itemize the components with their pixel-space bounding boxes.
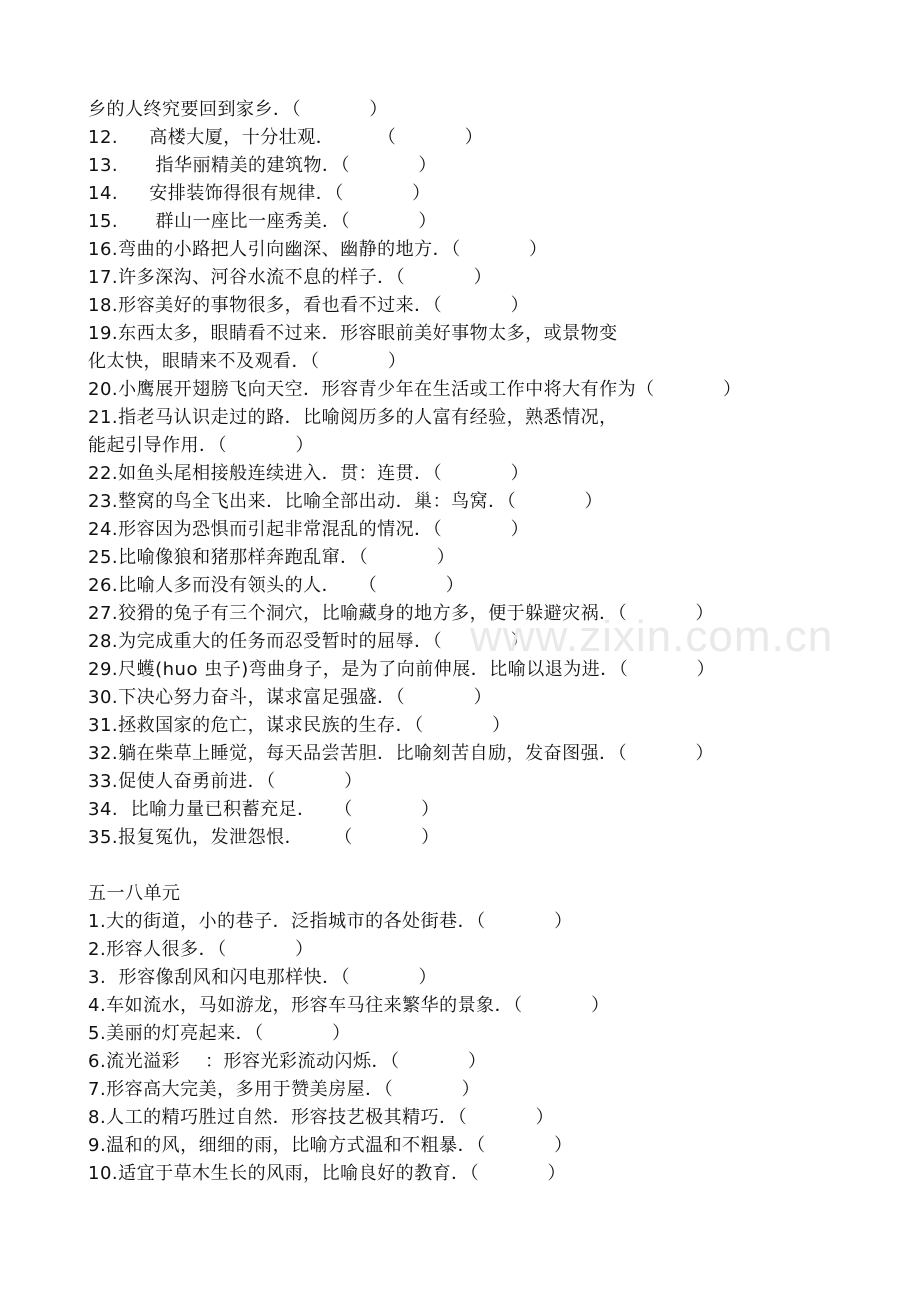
list-item: 8.人工的精巧胜过自然．形容技艺极其精巧．（ ）	[88, 1107, 555, 1128]
list-item: 19.东西太多，眼睛看不过来．形容眼前美好事物太多，或景物变	[88, 323, 618, 344]
list-item: 26.比喻人多而没有领头的人． （ ）	[88, 575, 465, 596]
list-item: 15. 群山一座比一座秀美．（ ）	[88, 211, 437, 232]
list-item: 10.适宜于草木生长的风雨，比喻良好的教育．（ ）	[88, 1163, 567, 1184]
list-item: 5.美丽的灯亮起来．（ ）	[88, 1023, 351, 1044]
section-heading: 五一八单元	[88, 883, 181, 904]
list-item: 32.躺在柴草上睡觉，每天品尝苦胆．比喻刻苦自励，发奋图强．（ ）	[88, 743, 715, 764]
list-item: 3. 形容像刮风和闪电那样快．（ ）	[88, 967, 438, 988]
section-vocabulary-part2	[88, 880, 888, 1188]
watermark: www.zixin.com.cn	[470, 612, 834, 661]
section-spacer	[88, 852, 888, 880]
list-item: 33.促使人奋勇前进．（ ）	[88, 771, 363, 792]
list-item: 22.如鱼头尾相接般连续进入．贯：连贯．（ ）	[88, 463, 530, 484]
list-item: 16.弯曲的小路把人引向幽深、幽静的地方．（ ）	[88, 239, 548, 260]
list-item: 6.流光溢彩 ：形容光彩流动闪烁．（ ）	[88, 1051, 487, 1072]
list-item: 化太快，眼睛来不及观看．（ ）	[88, 351, 407, 372]
list-item: 2.形容人很多．（ ）	[88, 939, 314, 960]
list-item: 18.形容美好的事物很多，看也看不过来．（ ）	[88, 295, 530, 316]
list-item: 30.下决心努力奋斗，谋求富足强盛．（ ）	[88, 687, 493, 708]
list-item: 乡的人终究要回到家乡．（ ）	[88, 99, 388, 120]
list-item: 35.报复冤仇，发泄怨恨． （ ）	[88, 827, 440, 848]
list-item: 17.许多深沟、河谷水流不息的样子．（ ）	[88, 267, 493, 288]
document-page	[88, 96, 888, 1188]
list-item: 4.车如流水，马如游龙，形容车马往来繁华的景象．（ ）	[88, 995, 610, 1016]
list-item: 9.温和的风，细细的雨，比喻方式温和不粗暴．（ ）	[88, 1135, 573, 1156]
list-item: 34. 比喻力量已积蓄充足． （ ）	[88, 799, 440, 820]
list-item: 14. 安排装饰得很有规律．（ ）	[88, 183, 431, 204]
list-item: 23.整窝的鸟全飞出来．比喻全部出动．巢：鸟窝．（ ）	[88, 491, 604, 512]
list-item: 25.比喻像狼和猪那样奔跑乱窜．（ ）	[88, 547, 456, 568]
list-item: 1.大的街道，小的巷子．泛指城市的各处街巷．（ ）	[88, 911, 573, 932]
list-item: 12. 高楼大厦，十分壮观． （ ）	[88, 127, 484, 148]
list-item: 13. 指华丽精美的建筑物．（ ）	[88, 155, 437, 176]
list-item: 20.小鹰展开翅膀飞向天空．形容青少年在生活或工作中将大有作为（ ）	[88, 379, 742, 400]
list-item: 能起引导作用．（ ）	[88, 435, 314, 456]
list-item: 31.拯救国家的危亡，谋求民族的生存．（ ）	[88, 715, 511, 736]
list-item: 24.形容因为恐惧而引起非常混乱的情况．（ ）	[88, 519, 530, 540]
list-item: 29.尺蠖(huo 虫子)弯曲身子，是为了向前伸展．比喻以退为进．（ ）	[88, 659, 716, 680]
list-item: 27.狡猾的兔子有三个洞穴，比喻藏身的地方多，便于躲避灾祸．（ ）	[88, 603, 715, 624]
section-vocabulary-part1	[88, 96, 888, 852]
list-item: 28.为完成重大的任务而忍受暂时的屈辱．（ ）	[88, 631, 530, 652]
list-item: 21.指老马认识走过的路．比喻阅历多的人富有经验，熟悉情况，	[88, 407, 618, 428]
list-item: 7.形容高大完美，多用于赞美房屋．（ ）	[88, 1079, 481, 1100]
